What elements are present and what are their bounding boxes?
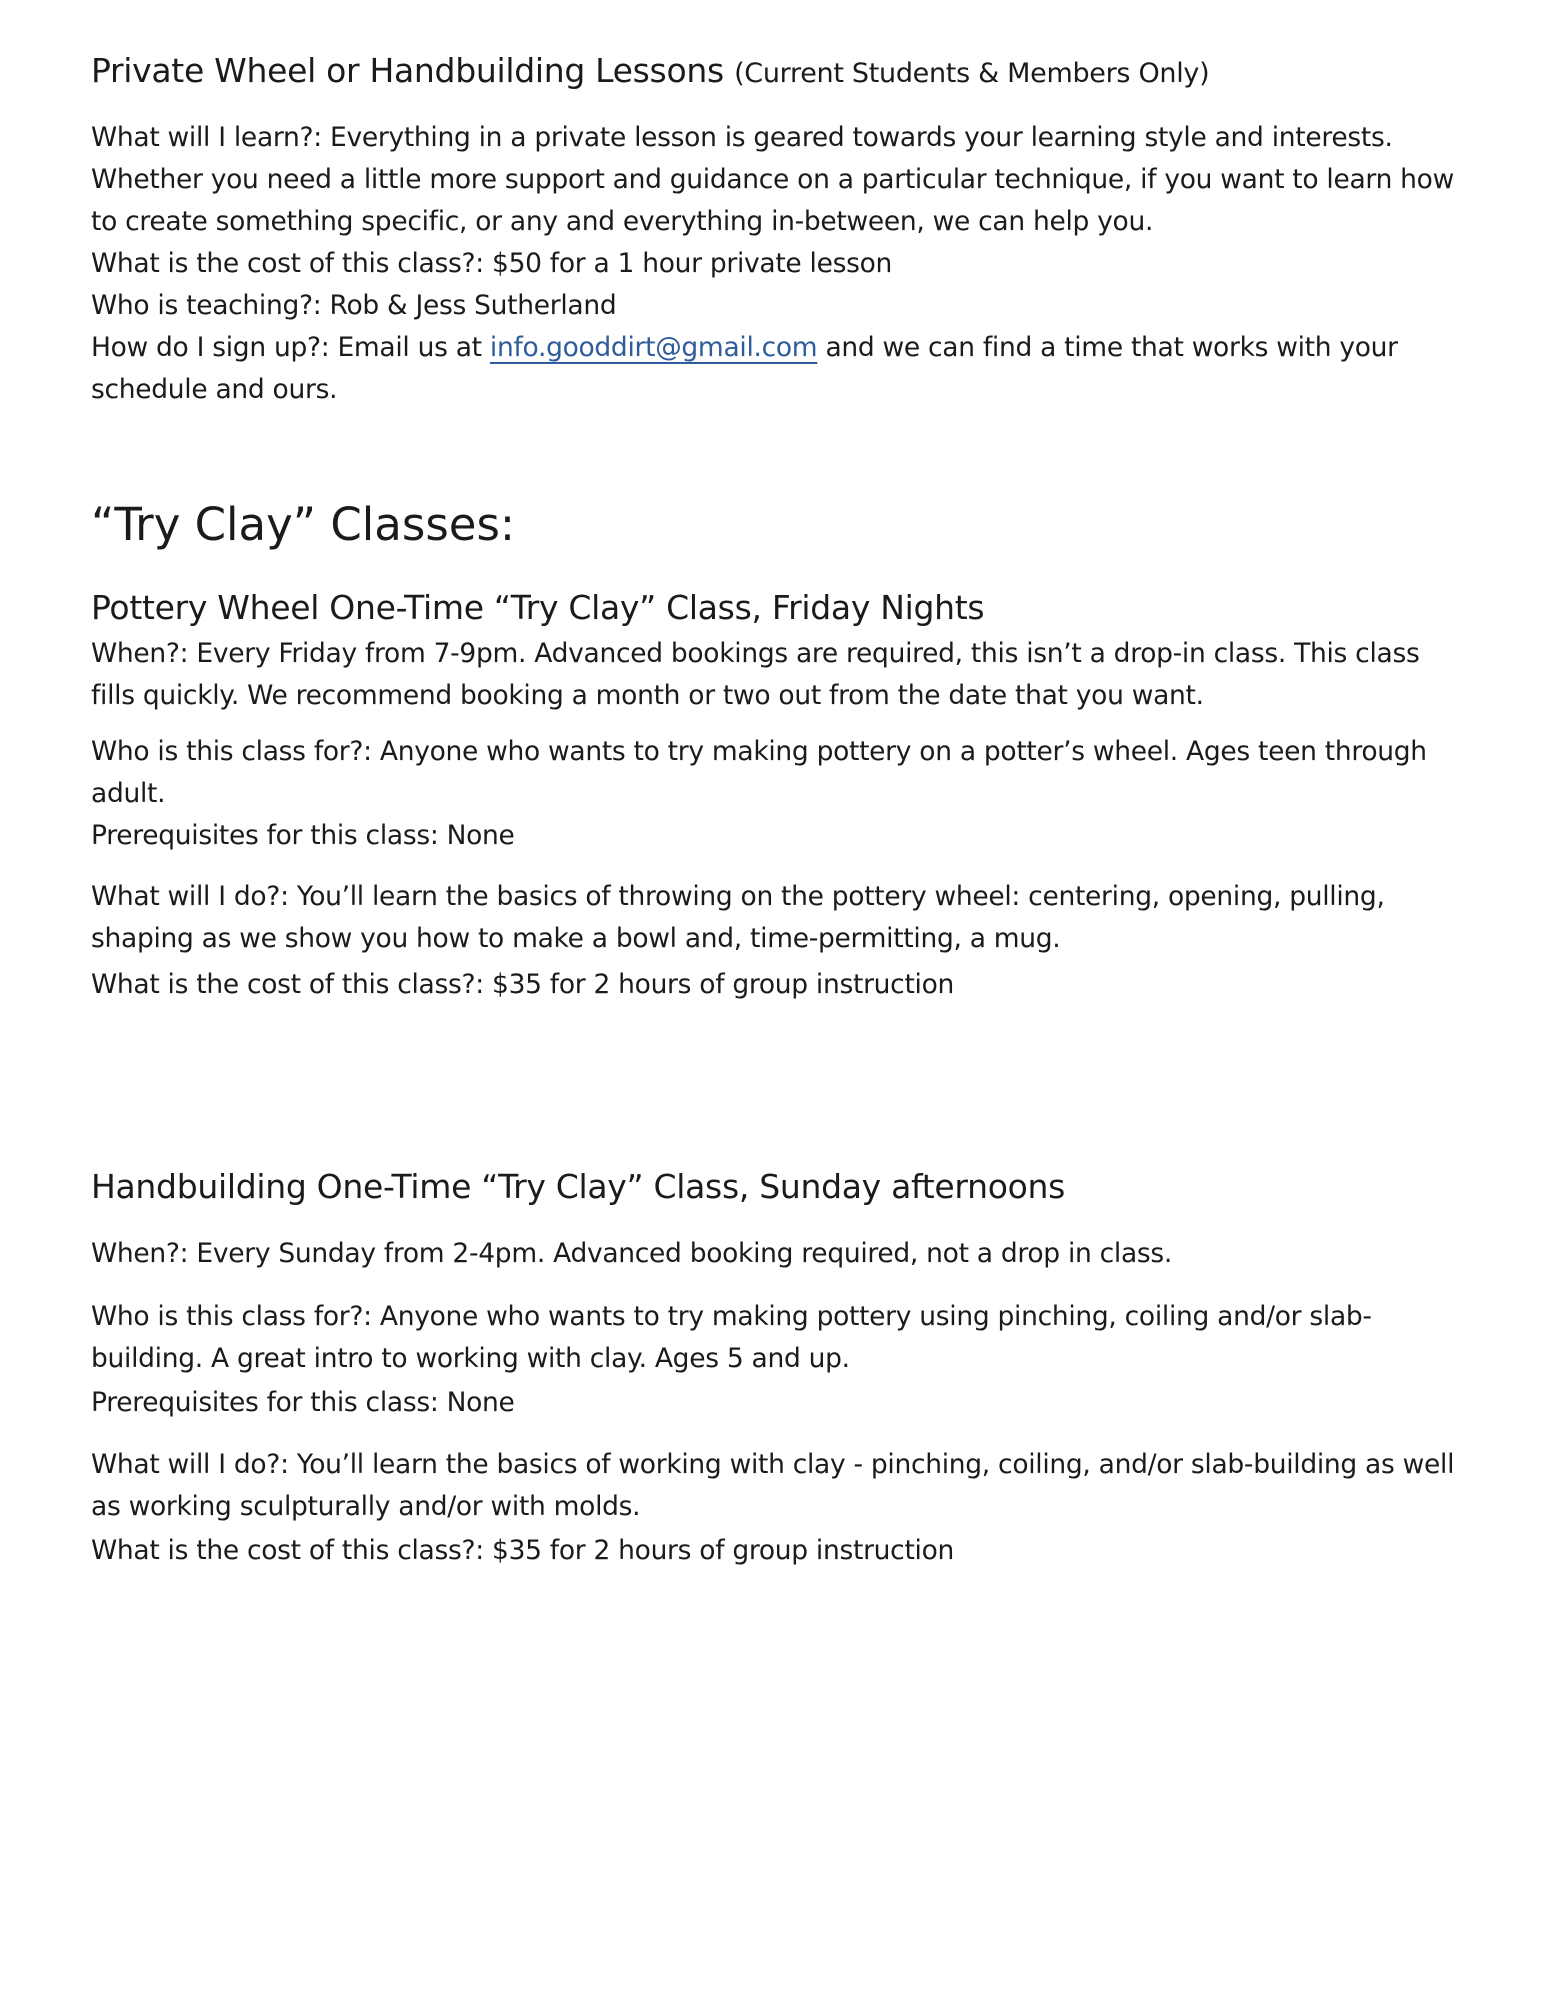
hand-when-line: When?: Every Sunday from 2-4pm. Advanced booking required, not a drop in class. [91,1238,1173,1269]
private-lessons-heading [91,50,1471,95]
hand-who-paragraph: Who is this class for?: Anyone who wants to try making pottery using pinching, coiling and/or slab-building. A great intro to working with clay. Ages 5 and up. [91,1301,1372,1374]
wheel-cost-line: What is the cost of this class?: $35 for 2 hours of group instruction [91,969,955,1000]
signup-text-suffix: and we can find a time that works with your schedule and ours. [91,332,1398,405]
email-link[interactable]: info.gooddirt@gmail.com [489,332,818,363]
try-clay-section-title: “Try Clay” Classes: [91,498,516,551]
private-cost-line: What is the cost of this class?: $50 for a 1 hour private lesson [91,248,893,279]
handbuilding-class-heading: Handbuilding One-Time “Try Clay” Class, Sunday afternoons [91,1167,1065,1206]
wheel-when-paragraph: When?: Every Friday from 7-9pm. Advanced bookings are required, this isn’t a drop-in class. This class fills quickly. We recommend booking a month or two out from the date that you want. [91,638,1420,711]
hand-do-paragraph: What will I do?: You’ll learn the basics of working with clay - pinching, coiling, and/or slab-building as well as working sculpturally and/or with molds. [91,1449,1455,1522]
hand-cost-line: What is the cost of this class?: $35 for 2 hours of group instruction [91,1535,955,1566]
hand-prereq-line: Prerequisites for this class: None [91,1387,515,1418]
private-lessons-title: Private Wheel or Handbuilding Lessons [91,51,724,90]
signup-text-prefix: How do I sign up?: Email us at [91,332,490,363]
private-signup-paragraph [91,327,1471,411]
wheel-do-paragraph: What will I do?: You’ll learn the basics of throwing on the pottery wheel: centering, opening, pulling, shaping as we show you how to make a bowl and, time-permitting, a mug. [91,881,1385,954]
private-teacher-line: Who is teaching?: Rob & Jess Sutherland [91,290,617,321]
private-lessons-note: (Current Students & Members Only) [734,58,1210,89]
wheel-who-paragraph: Who is this class for?: Anyone who wants to try making pottery on a potter’s wheel. Ages teen through adult. [91,736,1427,809]
wheel-class-heading: Pottery Wheel One-Time “Try Clay” Class, Friday Nights [91,588,985,627]
private-learn-paragraph: What will I learn?: Everything in a private lesson is geared towards your learning style and interests. Whether you need a little more support and guidance on a particular technique, if you want to learn how to create something specific, or any and everything in-between, we can help you. [91,122,1454,237]
wheel-prereq-line: Prerequisites for this class: None [91,820,515,851]
